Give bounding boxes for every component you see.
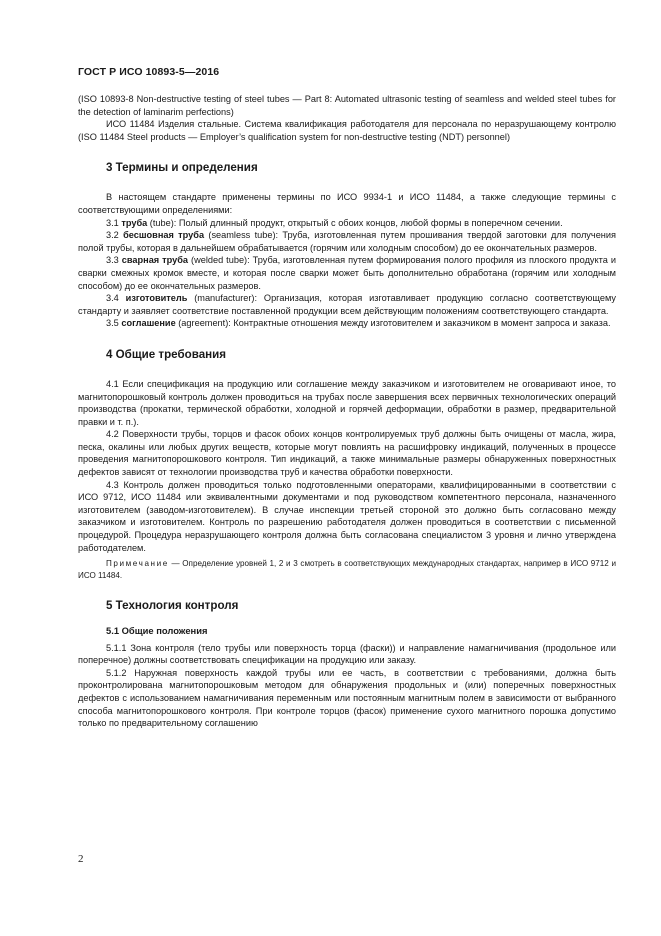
term-name: сварная труба bbox=[121, 255, 189, 266]
clause-5-1-1: 5.1.1 Зона контроля (тело трубы или поверхность торца (фаски)) и направление намагничивания (продольное или поперечное) должны соответствовать спецификации на продукцию или заказу. bbox=[78, 642, 616, 666]
page-number: 2 bbox=[78, 853, 84, 865]
clause-5-1-2: 5.1.2 Наружная поверхность каждой трубы или ее часть, в соответствии с требованиями, должна быть проконтролирована магнитопорошковым методом для обнаружения продольных и (или) поперечных поверхностных дефектов с использованием намагничивания переменным или постоянным магнитным полем в зависимости от выбранного способа магнитопорошкового контроля. При контроле торцов (фасок) применение сухого магнитного порошка допустимо только по предварительному соглашению bbox=[78, 667, 616, 729]
clause-4-2: 4.2 Поверхности трубы, торцов и фасок обоих концов контролируемых труб должны быть очищены от масла, жира, песка, окалины или любых других веществ, которые могут повлиять на расшифровку индикаций, полученных в процессе проведения магнитопорошкового контроля. Тип индикаций, а также минимальные размеры обнаруженных поверхностных дефектов зависят от технологии производства труб и качества обработки поверхности. bbox=[78, 429, 616, 478]
term-3-2: 3.2 бесшовная труба (seamless tube): Труба, изготовленная путем прошивания твердой заготовки для получения полой трубы, которая в дальнейшем обрабатывается (горячим или холодным способом) до ее окончательных размеров. bbox=[78, 230, 616, 253]
section-3-heading: 3 Термины и определения bbox=[106, 161, 258, 175]
term-3-4: 3.4 изготовитель (manufacturer): Организация, которая изготавливает продукцию согласно соответствующему стандарту и заявляет соответствие поставленной продукции всем действующим положениям соответствующего стандарта. bbox=[78, 293, 616, 316]
note-label: Примечание bbox=[106, 559, 169, 569]
term-3-3: 3.3 сварная труба (welded tube): Труба, изготовленная путем формирования полого профиля из плоского продукта и сварки смежных кромок вместе, и которая после сварки может быть дополнительно обработана (горячим или холодным способом) до ее окончательных размеров. bbox=[78, 255, 616, 291]
note: Примечание — Определение уровней 1, 2 и 3 смотреть в соответствующих международных стандартах, например в ИСО 9712 и ИСО 11484. bbox=[78, 559, 616, 580]
reference-iso-11484: ИСО 11484 Изделия стальные. Система квалификация работодателя для персонала по неразрушающему контролю (ISO 11484 Steel products — Employer’s qualification system for non-destructive testing (NDT) personnel) bbox=[78, 119, 616, 142]
term-name: изготовитель bbox=[125, 293, 188, 304]
reference-iso-10893-8: (ISO 10893-8 Non-destructive testing of steel tubes — Part 8: Automated ultrasonic testing of seamless and welded steel tubes for the detection of laminarim perfections) bbox=[78, 94, 616, 117]
clause-4-3: 4.3 Контроль должен проводиться только подготовленными операторами, квалифицированными в соответствии с ИСО 9712, ИСО 11484 или эквивалентными документами и под руководством компетентного персонала, назначенного изготовителем (заводом-изготовителем). В случае инспекции третьей стороной это должно быть согласовано между заказчиком и изготовителем. Контроль по разрешению работодателя должен проводиться в соответствии с письменной процедурой. Процедура неразрушающего контроля должна быть согласована специалистом 3 уровня и лично утверждена работодателем. bbox=[78, 479, 616, 553]
section-5-heading: 5 Технология контроля bbox=[106, 599, 239, 613]
term-3-5: 3.5 соглашение (agreement): Контрактные отношения между изготовителем и заказчиком в момент запроса и заказа. bbox=[106, 318, 611, 329]
clause-4-1: 4.1 Если спецификация на продукцию или соглашение между заказчиком и изготовителем не оговаривают иное, то магнитопорошковый контроль должен проводиться на трубах после завершения всех первичных технологических операций производства (прокатки, термической обработки, холодной и горячей деформации, обработки в размер, предварительной правки и т. п.). bbox=[78, 378, 616, 427]
section-4-heading: 4 Общие требования bbox=[106, 347, 227, 361]
term-3-1: 3.1 труба (tube): Полый длинный продукт, открытый с обоих концов, любой формы в поперечном сечении. bbox=[106, 217, 563, 228]
term-name: труба bbox=[121, 217, 148, 228]
term-name: соглашение bbox=[121, 318, 176, 329]
term-name: бесшовная труба bbox=[123, 230, 205, 241]
document-body bbox=[78, 93, 616, 730]
document-header: ГОСТ Р ИСО 10893-5—2016 bbox=[78, 66, 220, 78]
section-3-intro: В настоящем стандарте применены термины по ИСО 9934-1 и ИСО 11484, а также следующие термины с соответствующими определениями: bbox=[78, 192, 616, 215]
subsection-5-1-heading: 5.1 Общие положения bbox=[106, 625, 208, 637]
